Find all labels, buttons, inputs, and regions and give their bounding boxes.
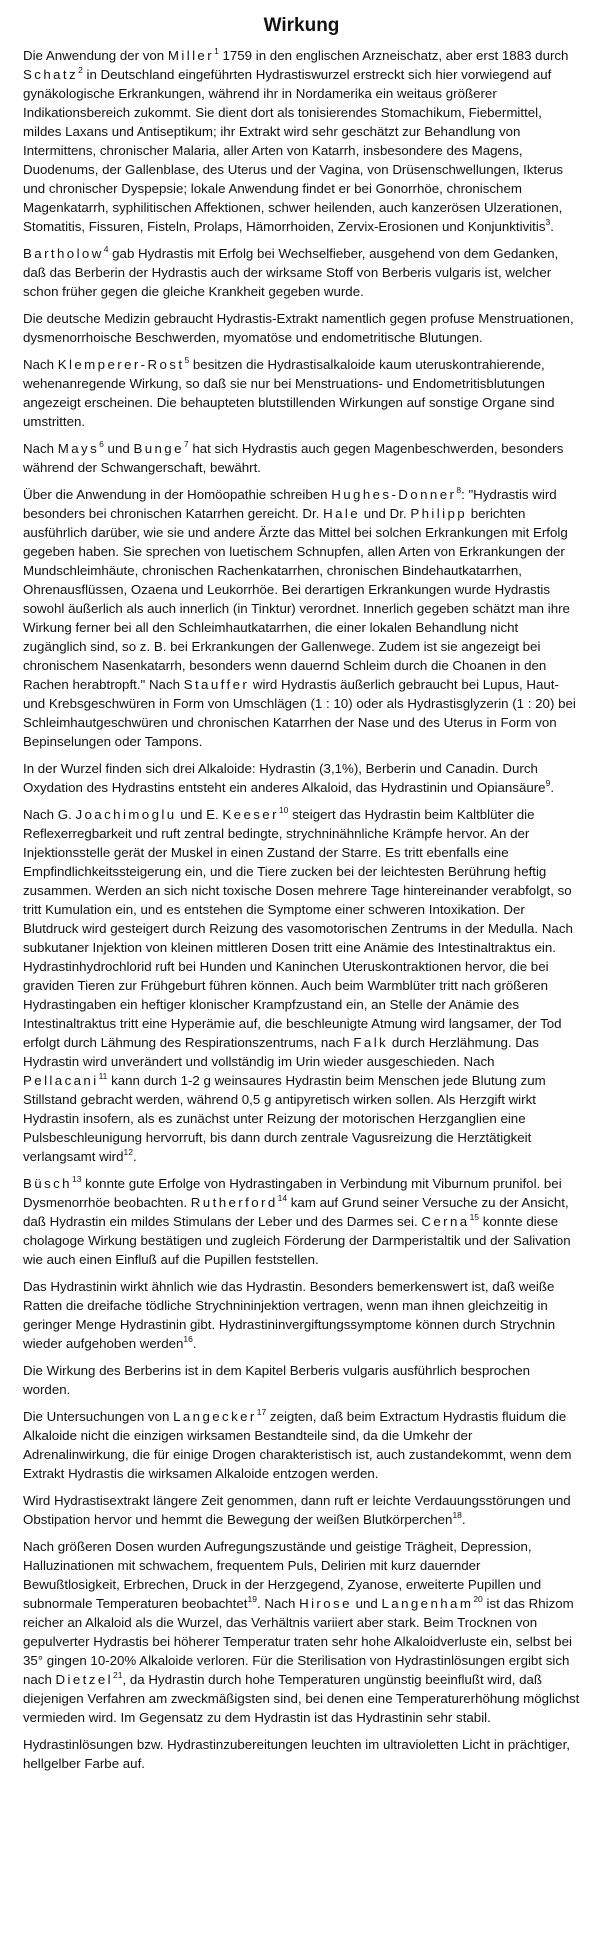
text-run: ist das Rhizom reicher an Alkaloid als die Wurzel, das Verhältnis variiert aber stark. Beim Trocknen von gepulverter Hydrastis bei höherer Temperatur traten sehr hohe Alkaloidverluste ein, selbst bei 35° gingen 10-20% Alkaloide verloren. Für die Sterilisation von Hydrastinlösungen ergibt sich nach [23,1596,574,1687]
page-title: Wirkung [263,15,340,36]
footnote-ref: 21 [112,1669,123,1680]
paragraph [23,1174,580,1269]
text-run: , da Hydrastin durch hohe Temperaturen ungünstig beeinflußt wird, daß diejenigen Verfahren am zweckmäßigsten sind, bei denen eine Temperaturerhöhung möglichst vermieden wird. Im Gegensatz zu dem Hydrastin ist das Hydrastinin sehr stabil. [23,1672,580,1725]
paragraph [23,46,580,236]
text-run: kann durch 1-2 g weinsaures Hydrastin beim Menschen jede Blutung zum Stillstand gebracht werden, während 0,5 g antipyretisch wirken sollen. Als Herzgift wirkt Hydrastin insofern, als es zunächst unter Reizung der motorischen Herzganglien eine Pulsbeschleunigung hervorruft, bis dann durch zentrale Vagusreizung die Herztätigkeit verlangsamt wird [23,1073,546,1164]
author-name: Hirose [299,1596,352,1611]
author-name: Dietzel [55,1672,113,1687]
paragraph [23,439,580,477]
author-name: Langenham [381,1596,474,1611]
text-run: Die Wirkung des Berberins ist in dem Kapitel Berberis vulgaris ausführlich besprochen worden. [23,1363,530,1397]
text-run: durch Herzlähmung. Das Hydrastin wird unverändert und vollständig im Urin wieder ausgeschieden. Nach [23,1035,539,1069]
author-name: Mays [57,441,100,456]
text-run: und [351,1596,382,1611]
text-run: zeigten, daß beim Extractum Hydrastis fluidum die Alkaloide nicht die einzigen wirksamen Bestandteile sind, da die Umkehr der Adrenalinwirkung, die für einige Drogen charakteristisch ist, auch zustandekommt, wenn dem Extrakt Hydrastis die wirksamen Alkaloide entzogen werden. [23,1409,572,1481]
paragraph [23,1407,580,1483]
footnote-ref: 2 [78,64,83,75]
text-run: in Deutschland eingeführten Hydrastiswurzel erstreckt sich hier vorwiegend auf gynäkologische Erkrankungen, während ihr in Nordamerika ein weitaus größerer Indikationsbereich zukommt. Sie dient dort als tonisierendes Stomachikum, Fiebermittel, mildes Laxans und Antiseptikum; ihr Extrakt wird sehr geschätzt zur Behandlung von Intermittens, chronischer Malaria, aller Arten von Katarrh, insbesondere des Magens, Duodenums, der Gallenblase, des Uterus und der Vagina, von Drüsenschwellungen, Ikterus und chronischer Dyspepsie; lokale Anwendung findet er bei Gonorrhöe, chronischem Magenkatarrh, syphilitischen Affektionen, schwer heilenden, auch kanzerösen Ulzerationen, Stomatitis, Fissuren, Fisteln, Prolaps, Hämorrhoiden, Zervix-Erosionen und Konjunktivitis [23,67,564,234]
text-run: Wird Hydrastisextrakt längere Zeit genommen, dann ruft er leichte Verdauungsstörungen und Obstipation hervor und hemmt die Bewegung der weißen Blutkörperchen [23,1493,571,1527]
author-name: Klemperer-Rost [57,357,185,372]
author-name: Langecker [173,1409,257,1424]
author-name: Philipp [410,506,468,521]
text-run: Über die Anwendung in der Homöopathie schreiben [23,487,332,502]
text-run: 1759 in den englischen Arzneischatz, aber erst 1883 durch [218,48,569,63]
footnote-ref: 20 [473,1593,483,1604]
text-run: . Nach [256,1596,300,1611]
text-run: Die deutsche Medizin gebraucht Hydrastis-Extrakt namentlich gegen profuse Menstruationen, dysmenorrhoische Beschwerden, myomatöse und endometritische Blutungen. [23,311,574,345]
footnote-ref: 15 [469,1211,480,1222]
text-run: steigert das Hydrastin beim Kaltblüter die Reflexerregbarkeit und ruft zentral bedingte, strychninähnliche Krämpfe hervor. An der Injektionsstelle gerät der Muskel in einen Zustand der Starre. Es tritt ebenfalls eine Empfindlichkeitssteigerung ein, und die Tiere zucken bei der leichtesten Berührung heftig zusammen. Werden an sich nicht toxische Dosen mehrere Tage hintereinander verabfolgt, so tritt Kumulation ein, und es entstehen die Symptome einer schweren Intoxikation. Der Blutdruck wird gesteigert durch Reizung des vasomotorischen Zentrums in der Medulla. Nach subkutaner Injektion von kleinen mittleren Dosen tritt eine Anämie des Intestinaltraktus ein. Hydrastinhydrochlorid ruft bei Hunden und Kaninchen Uteruskontraktionen hervor, die bei graviden Tieren zur Frühgeburt führen können. Auch beim Warmblüter tritt nach größeren Hydrastingaben ein heftiger klonischer Krampfzustand ein, an Stelle der Anämie des Intestinaltraktus tritt eine Hyperämie auf, die beschleunigte Atmung wird langsamer, der Tod erfolgt durch Lähmung des Respirationszentrums, nach [23,807,573,1050]
footnote-ref: 1 [214,45,219,56]
text-run: Hydrastinlösungen bzw. Hydrastinzubereitungen leuchten im ultravioletten Licht in prächtiger, hellgelber Farbe auf. [23,1737,570,1771]
text-run: . [132,1149,137,1164]
text-run: . [192,1336,197,1351]
text-run: Nach G. [23,807,76,822]
footnote-ref: 5 [184,354,190,365]
author-name: Keeser [222,807,279,822]
paragraph [23,309,580,347]
footnote-ref: 11 [98,1070,108,1081]
text-run: und Dr. [360,506,411,521]
author-name: Hughes-Donner [331,487,457,502]
paragraph [23,1491,580,1529]
author-name: Hale [323,506,361,521]
footnote-ref: 10 [278,804,289,815]
text-run: . [550,780,555,795]
text-run: konnte gute Erfolge von Hydrastingaben in Verbindung mit Viburnum prunifol. bei Dysmenorrhöe beobachten. [23,1176,562,1210]
body-text [23,46,580,1773]
text-run: . [461,1512,466,1527]
paragraph [23,759,580,797]
footnote-ref: 14 [277,1192,288,1203]
author-name: Schatz [23,67,79,82]
author-name: Bunge [133,441,184,456]
footnote-ref: 9 [545,777,551,788]
text-run: In der Wurzel finden sich drei Alkaloide: Hydrastin (3,1%), Berberin und Canadin. Durch Oxydation des Hydrastins entsteht ein anderes Alkaloid, das Hydrastinin und Opiansäure [23,761,546,795]
paragraph [23,355,580,431]
footnote-ref: 4 [103,243,109,254]
footnote-ref: 18 [452,1509,462,1520]
paragraph [23,1361,580,1399]
author-name: Pellacani [23,1073,99,1088]
author-name: Büsch [23,1176,72,1191]
text-run: Die Untersuchungen von [23,1409,174,1424]
text-run: Nach größeren Dosen wurden Aufregungszustände und geistige Trägheit, Depression, Halluzinationen mit schwachem, frequentem Puls, Delirien mit kurz dauernder Bewußtlosigkeit, Erbrechen, Druck in der Herzgegend, Zyanose, erweiterte Pupillen und subnormale Temperaturen beobachtet [23,1539,542,1611]
text-run: Nach [23,441,58,456]
text-run: Das Hydrastinin wirkt ähnlich wie das Hydrastin. Besonders bemerkenswert ist, daß weiße Ratten die dreifache tödliche Strychnininjektion vertragen, wenn man ihnen gleichzeitig in geringer Menge Hydrastinin gibt. Hydrastininvergiftungssymptome können durch Strychnin wieder aufgehoben werden [23,1279,556,1351]
author-name: Cerna [421,1214,470,1229]
author-name: Miller [167,48,215,63]
text-run: hat sich Hydrastis auch gegen Magenbeschwerden, besonders während der Schwangerschaft, bewährt. [23,441,564,475]
author-name: Falk [353,1035,389,1050]
text-run: gab Hydrastis mit Erfolg bei Wechselfieber, ausgehend von dem Gedanken, daß das Berberin der Hydrastis auch der wirksame Stoff von Berberis vulgaris ist, welcher schon früher gegen die gleiche Krankheit gegeben wurde. [23,246,559,299]
footnote-ref: 8 [456,484,462,495]
text-run: und [103,441,134,456]
author-name: Stauffer [183,677,250,692]
footnote-ref: 12 [123,1146,133,1157]
paragraph [23,244,580,301]
footnote-ref: 3 [545,216,551,227]
author-name: Joachimoglu [75,807,177,822]
text-run: kam auf Grund seiner Versuche zu der Ansicht, daß Hydrastin ein mildes Stimulans der Leber und des Darmes sei. [23,1195,569,1229]
footnote-ref: 7 [183,438,189,449]
text-run: besitzen die Hydrastisalkaloide kaum uteruskontrahierende, wehenanregende Wirkung, so daß sie nur bei Menstruations- und Endometritisblutungen angezeigt erscheinen. Die behaupteten blutstillenden Wirkungen auf sonstige Organe sind umstritten. [23,357,555,429]
paragraph [23,485,580,751]
footnote-ref: 13 [71,1173,82,1184]
text-run: konnte diese cholagoge Wirkung bestätigen und zugleich Förderung der Darmperistaltik und der Salivation wie auch einen Einfluß auf die Pupillen feststellen. [23,1214,571,1267]
text-run: Die Anwendung der von [23,48,168,63]
footnote-ref: 17 [256,1406,267,1417]
paragraph [23,1537,580,1727]
text-run: und E. [176,807,223,822]
text-run: Nach [23,357,58,372]
author-name: Rutherford [190,1195,278,1210]
text-run: berichten ausführlich darüber, wie sie und andere Ärzte das Mittel bei solchen Erkrankungen mit Erfolg gegeben haben. Sie sprechen von luetischem Schnupfen, allen Arten von Erkrankungen der Mundschleimhäute, chronischen Rachenkatarrhen, chronischen Bindehautkatarrhen, Ohrenausflüssen, Ozaena und Leukorrhöe. Bei derartigen Erkrankungen wurde Hydrastis sowohl äußerlich als auch innerlich (in Tinktur) verordnet. Innerlich gegeben schätzt man ihre Wirkung ferner bei all den Schleimhautkatarrhen, die einer lokalen Behandlung nicht zugänglich sind, so z. B. bei Erkrankungen der Gallenwege. Zudem ist sie angezeigt bei chronischem Nasenkatarrh, besonders wenn dauernd Schleim durch die Choanen in den Rachen herabtropft." Nach [23,506,570,692]
paragraph [23,1277,580,1353]
text-run: : "Hydrastis wird besonders bei chronischen Katarrhen gereicht. Dr. [23,487,557,521]
footnote-ref: 6 [99,438,104,449]
paragraph [23,805,580,1166]
text-run: . [550,219,554,234]
author-name: Bartholow [23,246,104,261]
footnote-ref: 16 [183,1333,193,1344]
text-run: wird Hydrastis äußerlich gebraucht bei Lupus, Haut- und Krebsgeschwüren in Form von Umschlägen (1 : 10) oder als Hydrastisglyzerin (1 : 20) bei Schleimhautgeschwüren und chronischen Katarrhen der Nase und des Uterus in Form von Bepinselungen oder Tampons. [23,677,576,749]
footnote-ref: 19 [247,1593,257,1604]
paragraph [23,1735,580,1773]
